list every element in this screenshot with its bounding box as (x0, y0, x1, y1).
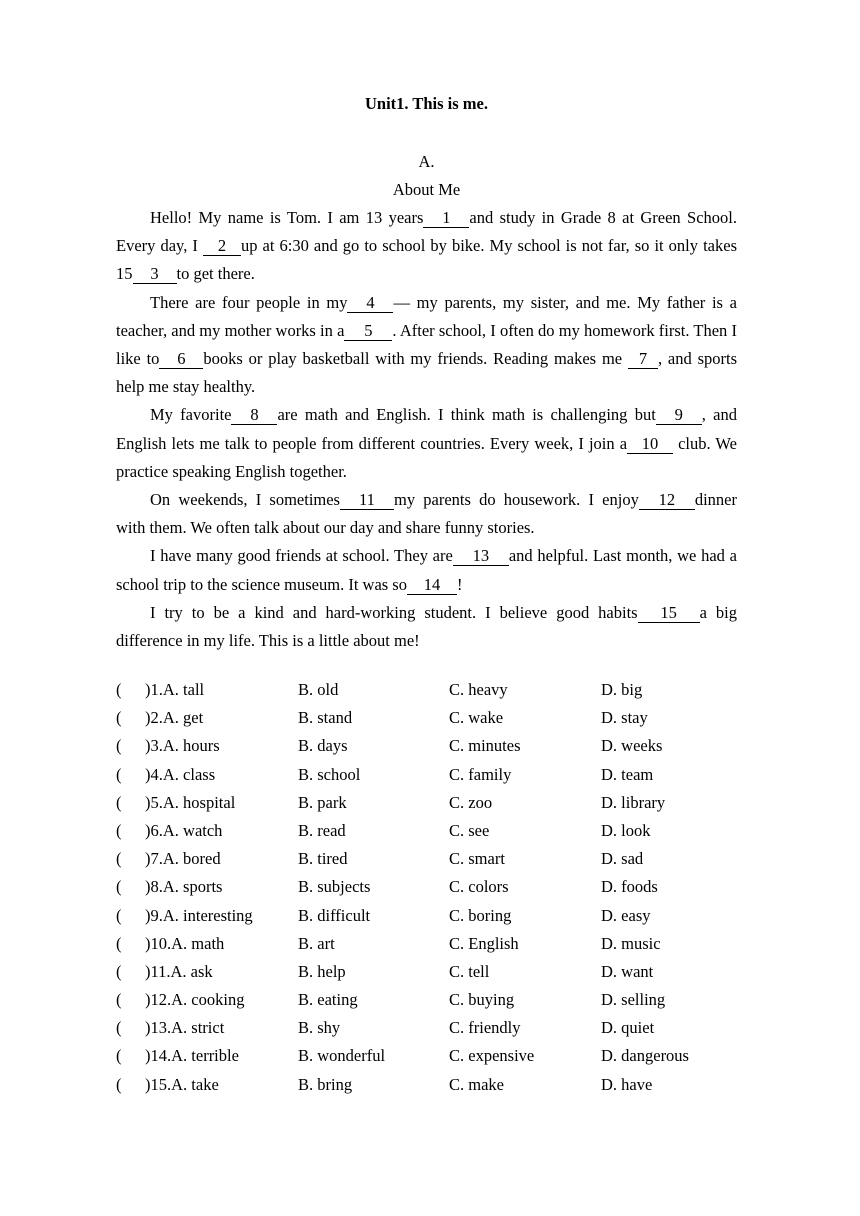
passage-paragraph (116, 204, 737, 289)
option-d: D. big (601, 680, 643, 699)
option-c: C. friendly (449, 1018, 521, 1038)
answer-paren[interactable]: ( (116, 933, 122, 953)
passage-text: and study in Grade 8 at Green School. Every day, I (116, 208, 737, 256)
blank-5[interactable]: 5 (344, 321, 392, 341)
passage-text: , and sports help me stay healthy. (116, 349, 737, 397)
option-d: D. dangerous (601, 1046, 689, 1066)
question-row (116, 676, 737, 704)
question-row (116, 930, 737, 958)
passage-text: On weekends, I sometimes (150, 490, 340, 510)
option-c: C. heavy (449, 680, 508, 699)
option-b: B. days (298, 736, 348, 756)
question-row (116, 761, 737, 789)
option-a: )1.A. tall (145, 680, 205, 699)
option-c: C. see (449, 820, 490, 840)
passage-text: are math and English. I think math is challenging but (277, 405, 656, 425)
blank-7[interactable]: 7 (628, 349, 658, 369)
passage-text: There are four people in my (150, 292, 348, 312)
answer-paren[interactable]: ( (116, 961, 122, 981)
answer-paren[interactable]: ( (116, 849, 122, 869)
option-d: D. foods (601, 877, 658, 897)
option-c: C. zoo (449, 792, 493, 812)
page-title: Unit1. This is me. (364, 94, 488, 113)
question-row (116, 732, 737, 760)
passage-text: I have many good friends at school. They are (150, 546, 453, 566)
passage-text: a big difference in my life. This is a little about me! (116, 602, 737, 651)
option-b: B. old (298, 680, 339, 699)
answer-paren[interactable]: ( (116, 680, 122, 699)
option-c: C. tell (449, 961, 490, 981)
option-c: C. minutes (449, 736, 521, 756)
question-row (116, 1014, 737, 1042)
option-c: C. wake (449, 708, 504, 728)
blank-14[interactable]: 14 (407, 575, 457, 595)
option-a: )12.A. cooking (145, 990, 245, 1010)
option-b: B. difficult (298, 905, 371, 925)
option-c: C. buying (449, 990, 515, 1010)
blank-6[interactable]: 6 (159, 349, 203, 369)
answer-paren[interactable]: ( (116, 792, 122, 812)
passage-paragraph (116, 486, 737, 542)
passage-paragraph (116, 542, 737, 598)
option-c: C. colors (449, 877, 509, 897)
option-b: B. school (298, 764, 361, 784)
option-c: C. make (449, 1074, 504, 1094)
answer-paren[interactable]: ( (116, 708, 122, 728)
question-row (116, 704, 737, 732)
question-row (116, 986, 737, 1014)
blank-12[interactable]: 12 (639, 490, 695, 510)
option-a: )10.A. math (145, 933, 225, 953)
blank-15[interactable]: 15 (638, 603, 700, 623)
option-a: )9.A. interesting (145, 905, 253, 925)
option-b: B. art (298, 933, 335, 953)
answer-paren[interactable]: ( (116, 820, 122, 840)
answer-paren[interactable]: ( (116, 905, 122, 925)
passage-text: My favorite (150, 405, 232, 425)
option-a: )15.A. take (145, 1074, 219, 1094)
option-b: B. stand (298, 708, 353, 728)
question-row (116, 789, 737, 817)
option-a: )7.A. bored (145, 849, 221, 869)
blank-2[interactable]: 2 (203, 236, 241, 256)
option-b: B. subjects (298, 877, 371, 897)
blank-10[interactable]: 10 (627, 434, 673, 454)
answer-paren[interactable]: ( (116, 990, 122, 1010)
passage-text: , and English lets me talk to people from different countries. Every week, I join a (116, 405, 737, 453)
passage-text: and helpful. Last month, we had a school trip to the science museum. It was so (116, 546, 737, 594)
section-label: A. (418, 152, 435, 171)
option-a: )3.A. hours (145, 736, 220, 756)
option-d: D. quiet (601, 1018, 655, 1038)
option-b: B. shy (298, 1018, 341, 1038)
option-c: C. expensive (449, 1046, 535, 1066)
answer-options-list (116, 676, 737, 1099)
passage-text: books or play basketball with my friends. Reading makes me (203, 349, 628, 369)
question-row (116, 817, 737, 845)
question-row (116, 958, 737, 986)
passage-title: About Me (392, 180, 461, 199)
option-b: B. bring (298, 1074, 353, 1094)
option-a: )14.A. terrible (145, 1046, 239, 1066)
question-row (116, 845, 737, 873)
passage-text: ! (456, 574, 463, 594)
passage-text: club. We practice speaking English together. (116, 433, 737, 481)
passage-paragraph (116, 599, 737, 655)
option-a: )2.A. get (145, 708, 204, 728)
question-row (116, 1071, 737, 1099)
option-d: D. stay (601, 708, 648, 728)
option-a: )6.A. watch (145, 820, 223, 840)
option-a: )11.A. ask (145, 961, 213, 981)
option-b: B. read (298, 820, 346, 840)
option-d: D. want (601, 961, 654, 981)
blank-9[interactable]: 9 (656, 405, 702, 425)
blank-13[interactable]: 13 (453, 546, 509, 566)
option-b: B. eating (298, 990, 358, 1010)
blank-11[interactable]: 11 (340, 490, 394, 510)
option-c: C. boring (449, 905, 512, 925)
option-a: )5.A. hospital (145, 792, 236, 812)
option-d: D. library (601, 792, 666, 812)
option-d: D. music (601, 933, 661, 953)
option-d: D. have (601, 1074, 653, 1094)
option-a: )4.A. class (145, 764, 216, 784)
option-b: B. wonderful (298, 1046, 386, 1066)
blank-1[interactable]: 1 (423, 208, 469, 228)
question-row (116, 902, 737, 930)
passage-paragraph (116, 289, 737, 402)
blank-3[interactable]: 3 (133, 264, 177, 284)
option-a: )8.A. sports (145, 877, 223, 897)
cloze-passage (116, 204, 737, 655)
option-b: B. tired (298, 849, 348, 869)
answer-paren[interactable]: ( (116, 1046, 122, 1066)
blank-4[interactable]: 4 (347, 293, 393, 313)
option-d: D. weeks (601, 736, 663, 756)
passage-text: Hello! My name is Tom. I am 13 years (150, 208, 424, 227)
question-row (116, 873, 737, 901)
answer-paren[interactable]: ( (116, 1074, 122, 1094)
option-d: D. sad (601, 849, 644, 869)
option-b: B. park (298, 792, 347, 812)
passage-text: to get there. (176, 264, 255, 284)
passage-text: I try to be a kind and hard-working student. I believe good habits (150, 602, 638, 622)
passage-text: my parents do housework. I enjoy (393, 490, 639, 510)
passage-text: dinner with them. We often talk about our day and share funny stories. (116, 490, 737, 538)
answer-paren[interactable]: ( (116, 764, 122, 784)
option-b: B. help (298, 961, 346, 981)
passage-text: up at 6:30 and go to school by bike. My school is not far, so it only takes 15 (116, 236, 737, 284)
answer-paren[interactable]: ( (116, 736, 122, 756)
passage-text: . After school, I often do my homework first. Then I like to (116, 320, 737, 369)
option-d: D. selling (601, 990, 666, 1010)
option-c: C. English (449, 933, 519, 953)
option-d: D. easy (601, 905, 651, 925)
question-row (116, 1042, 737, 1070)
answer-paren[interactable]: ( (116, 877, 122, 897)
passage-paragraph (116, 401, 737, 486)
option-a: )13.A. strict (145, 1018, 225, 1038)
option-c: C. smart (449, 849, 505, 869)
option-d: D. team (601, 764, 654, 784)
answer-paren[interactable]: ( (116, 1018, 122, 1038)
option-d: D. look (601, 820, 651, 840)
blank-8[interactable]: 8 (231, 405, 277, 425)
option-c: C. family (449, 764, 512, 784)
passage-text: — my parents, my sister, and me. My father is a teacher, and my mother works in a (116, 292, 737, 340)
